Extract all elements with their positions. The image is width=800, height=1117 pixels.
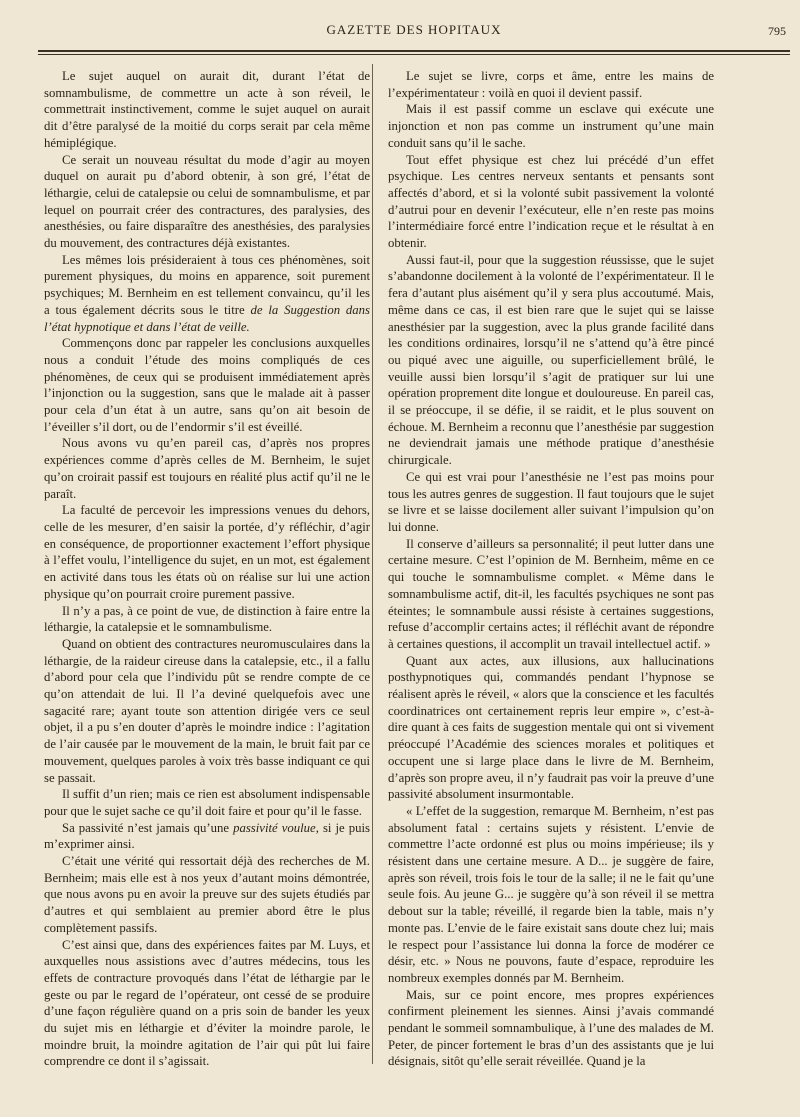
- column-divider: [372, 64, 373, 1064]
- page-header: [38, 22, 790, 44]
- text-run: Commençons donc par rappeler les conclusions auxquelles nous a conduit l’étude des moins compliqués de ces phénomènes, de ceux qui se produisent immédiatement après l’injonction ou la suggestion, sans que le malade ait à passer pour cela d’un état à un autre, sans qu’on ait besoin de l’éveiller s’il dort, ou de l’endormir s’il est éveillé.: [44, 336, 370, 434]
- paragraph: [388, 987, 714, 1071]
- text-run: Mais il est passif comme un esclave qui exécute une injonction et non pas comme un instrument qu’une main conduit sans qu’il le sache.: [388, 102, 714, 150]
- paragraph: [388, 68, 714, 101]
- paragraph: [44, 152, 370, 252]
- paragraph: [44, 68, 370, 152]
- text-run: C’est ainsi que, dans des expériences faites par M. Luys, et auxquelles nous assistions avec d’autres médecins, tous les effets de contracture provoqués dans l’état de léthargie par le geste ou par le regard de l’opérateur, ont cessé de se produire d’une façon régulière quand on a pris soin de bander les yeux du sujet mis en léthargie et d’éviter la moindre parole, le moindre bruit, la moindre agitation de l’air qui pût lui faire comprendre ce dont il s’agissait.: [44, 937, 370, 1069]
- italic-text: passivité voulue: [233, 820, 316, 835]
- text-run: Quand on obtient des contractures neuromusculaires dans la léthargie, de la raideur cireuse dans la catalepsie, etc., il a fallu d’abord pour cela que l’individu pût se rendre compte de ce qu’on attendait de lui. Il l’a deviné quelquefois avec une sagacité rare; ayant toute son attention dirigée vers ce seul objet, il a pu s’en douter d’après le moindre indice : l’agitation de l’air causée par le mouvement de la main, le bruit fait par ce mouvement, quelques paroles à voix très basse indiquant ce qui se passait.: [44, 636, 370, 785]
- paragraph: [44, 853, 370, 937]
- paragraph: [44, 435, 370, 502]
- paragraph: [44, 252, 370, 336]
- page-number: 795: [768, 24, 786, 38]
- text-run: Nous avons vu qu’en pareil cas, d’après nos propres expériences comme d’après celles de M. Bernheim, le sujet qu’on croirait passif est toujours en réalité plus actif qu’il ne le paraît.: [44, 436, 370, 501]
- paragraph: [44, 603, 370, 636]
- text-run: « L’effet de la suggestion, remarque M. Bernheim, n’est pas absolument fatal : certains sujets y résistent. L’envie de commettre l’acte ordonné est plus ou moins impérieuse; ils y résistent dans une certaine mesure. A D... je suggère de faire, après son réveil, trois fois le tour de la salle; il ne le fait qu’une seule fois. Au jeune G... je suggère qu’à son réveil il se mettra debout sur la table; réveillé, il regarde bien la table, mais n’y monte pas. L’envie de le faire existait sans doute chez lui; mais le respect pour l’assistance lui donna la force de modérer ce désir, etc. » Nous ne pouvons, faute d’espace, reproduire les nombreux exemples donnés par M. Bernheim.: [388, 803, 714, 985]
- text-run: Les mêmes lois présideraient à tous ces phénomènes, soit purement physiques, du moins en apparence, soit purement psychiques; M. Bernheim en est tellement convaincu, qu’il les a tous également décrits sous le titre: [44, 252, 370, 317]
- paragraph: [44, 335, 370, 435]
- paragraph: [44, 937, 370, 1071]
- running-title: GAZETTE DES HOPITAUX: [326, 22, 502, 37]
- paragraph: [388, 101, 714, 151]
- paragraph: [44, 502, 370, 602]
- italic-text: de la Suggestion dans l’état hypnotique et dans l’état de veille.: [44, 302, 370, 334]
- text-run: Quant aux actes, aux illusions, aux hallucinations posthypnotiques qui, commandés pendant l’hypnose se réalisent après le réveil, « alors que la conscience et les facultés coordinatrices ont certainement repris leur empire », c’est-à-dire quant à ces faits de suggestion mentale qui ont si vivement préoccupé l’Académie des sciences morales et politiques et occupent une si large place dans le livre de M. Bernheim, d’après son propre aveu, il n’y faudrait pas voir la preuve d’une passivité absolument insurmontable.: [388, 653, 714, 802]
- paragraph: [388, 252, 714, 469]
- text-run: Mais, sur ce point encore, mes propres expériences confirment pleinement les siennes. Ainsi j’avais commandé pendant le sommeil somnambulique, à l’une des malades de M. Peter, de pincer fortement le bras d’un des assistants que je lui désignais, sitôt qu’elle serait réveillée. Quand je la: [388, 987, 714, 1069]
- left-column: [44, 68, 370, 1070]
- text-run: Il n’y a pas, à ce point de vue, de distinction à faire entre la léthargie, la catalepsie et le somnambulisme.: [44, 603, 370, 635]
- text-run: Il suffit d’un rien; mais ce rien est absolument indispensable pour que le sujet sache ce qu’il doit faire et pour qu’il le fasse.: [44, 787, 370, 818]
- text-run: Tout effet physique est chez lui précédé d’un effet psychique. Les centres nerveux sentants et pensants sont affectés d’abord, et si la volonté subit passivement la volonté d’autrui pour en devenir l’exécuteur, elle n’en reste pas moins l’intermédiaire forcé entre l’indication reçue et le résultat à en obtenir.: [388, 152, 714, 251]
- paragraph: [388, 152, 714, 252]
- text-run: La faculté de percevoir les impressions venues du dehors, celle de les mesurer, d’en saisir la portée, d’y réfléchir, d’agir en conséquence, de proportionner exactement l’effort physique à l’effet voulu, l’intelligence du sujet, en un mot, est également en activité dans tous les états où on réalise sur lui une action physique qu’on pourrait croire purement passive.: [44, 503, 370, 601]
- paragraph: [388, 469, 714, 536]
- paragraph: [44, 636, 370, 786]
- paragraph: [44, 820, 370, 853]
- text-run: Sa passivité n’est jamais qu’une: [62, 820, 234, 835]
- text-run: C’était une vérité qui ressortait déjà des recherches de M. Bernheim; mais elle est à nos yeux d’autant moins démontrée, que nous avons pu en avoir la preuve sur des sujets étudiés par d’autres et qui semblaient au premier abord être le plus complètement passifs.: [44, 854, 370, 935]
- text-run: Ce serait un nouveau résultat du mode d’agir au moyen duquel on aurait pu d’abord obtenir, à son gré, l’état de léthargie, celui de catalepsie ou celui de somnambulisme, et par lequel on pourrait créer des contractures, des paralysies, des anesthésies, ou faire disparaître des anesthésies, des paralysies du mouvement, des contractures déjà existantes.: [44, 152, 370, 251]
- text-run: Aussi faut-il, pour que la suggestion réussisse, que le sujet s’abandonne docilement à la volonté de l’expérimentateur. Il le fera d’autant plus aisément qu’il y sera plus accoutumé. Mais, même dans ce cas, il est bien rare que le sujet qui se laisse anesthésier par la suggestion, avec la plus grande facilité dans les conditions ordinaires, lorsqu’il ne s’attend qu’à être pincé ou piqué avec une aiguille, ou superficiellement brûlé, le veuille aussi bien lorsqu’il s’agit de pratiquer sur lui une opération proprement dite longue et douloureuse. En pareil cas, il se préoccupe, il se défie, il se raidit, et le plus souvent on échoue. M. Bernheim a reconnu que l’anesthésie par suggestion ne deviendrait jamais une méthode pratique d’anesthésie chirurgicale.: [388, 252, 714, 468]
- text-run: , si je puis m’exprimer ainsi.: [44, 820, 370, 852]
- paragraph: [388, 536, 714, 653]
- paragraph: [388, 653, 714, 803]
- text-run: Il conserve d’ailleurs sa personnalité; il peut lutter dans une certaine mesure. C’est l’opinion de M. Bernheim, même en ce qui touche le somnambulisme complet. « Même dans le somnambulisme actif, dit-il, les facultés psychiques ne sont pas éteintes; le somnambule aussi résiste à certaines suggestions, refuse d’accomplir certains actes; il réfléchit avant de répondre à certaines questions, il accomplit un travail intellectuel actif. »: [388, 536, 714, 651]
- paragraph: [44, 786, 370, 819]
- right-column: [388, 68, 714, 1070]
- header-rule: [38, 50, 790, 55]
- text-run: Ce qui est vrai pour l’anesthésie ne l’est pas moins pour tous les autres genres de suggestion. Il faut toujours que le sujet se livre et se laisse docilement aller suivant l’impulsion qu’on lui donne.: [388, 469, 714, 534]
- paragraph: [388, 803, 714, 987]
- text-run: Le sujet se livre, corps et âme, entre les mains de l’expérimentateur : voilà en quoi il devient passif.: [388, 69, 714, 100]
- text-run: Le sujet auquel on aurait dit, durant l’état de somnambulisme, de commettre un acte à son réveil, le commettrait instinctivement, comme le sujet auquel on aurait dit d’être paralysé de la moitié du corps serait par cela même hémiplégique.: [44, 69, 370, 150]
